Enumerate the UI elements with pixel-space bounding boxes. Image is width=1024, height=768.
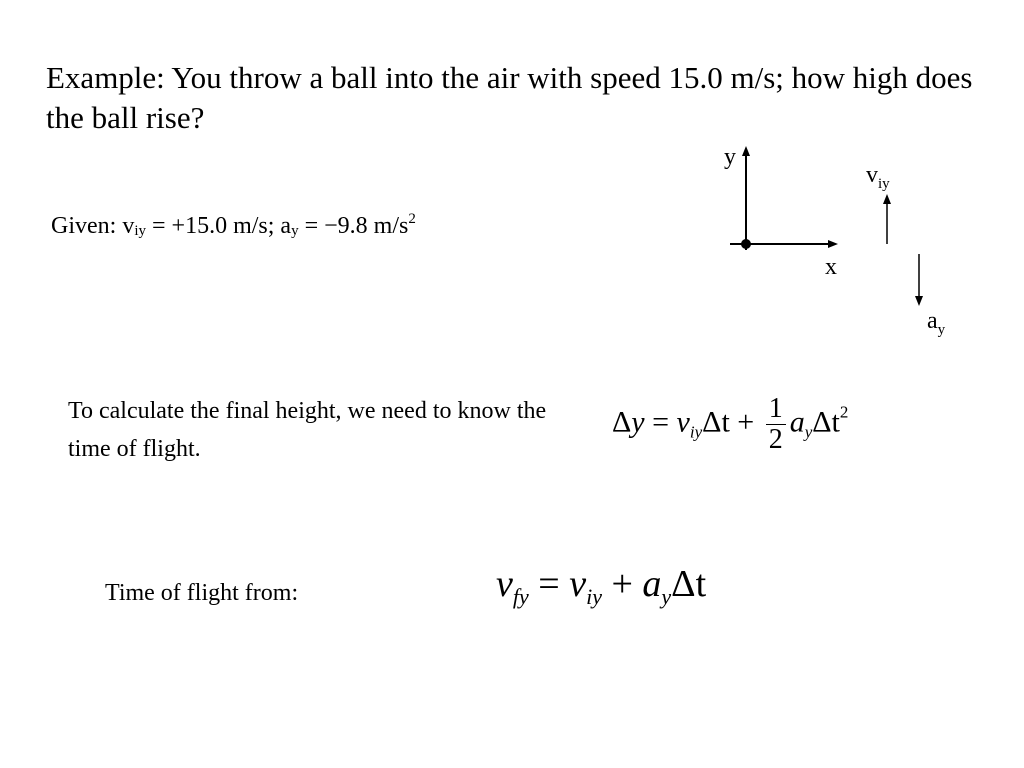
eq1-delta: Δ — [612, 405, 632, 439]
eq1-v: v — [676, 405, 690, 439]
acceleration-arrow — [910, 252, 928, 308]
axes-diagram — [720, 140, 860, 260]
velocity-label-subscript: iy — [878, 175, 890, 192]
explanation-text: To calculate the final height, we need to know the time of flight. — [68, 398, 547, 462]
eq1-a: a — [789, 405, 805, 439]
slide-title: Example: You throw a ball into the air with speed 15.0 m/s; how high does the ball rise? — [46, 60, 973, 135]
eq2-a: a — [642, 563, 662, 605]
ball-dot — [741, 239, 751, 249]
eq1-exponent: 2 — [839, 402, 849, 422]
y-axis-arrowhead — [742, 146, 750, 156]
eq2-a-subscript: y — [661, 584, 672, 609]
given-middle: = +15.0 m/s; a — [146, 213, 292, 239]
x-axis-label: x — [825, 254, 837, 280]
given-a-subscript: y — [291, 223, 299, 239]
eq1-equals: = — [644, 405, 677, 439]
eq1-v-subscript: iy — [689, 422, 703, 442]
eq1-plus: + — [729, 405, 762, 439]
eq2-delta-t: Δt — [671, 563, 707, 605]
eq1-delta-t2: Δt — [812, 405, 840, 439]
eq2-v2: v — [569, 563, 587, 605]
eq2-v-subscript: fy — [512, 584, 529, 609]
acceleration-label — [927, 308, 945, 343]
x-axis-arrowhead — [828, 240, 838, 248]
eq1-fraction — [766, 394, 786, 455]
eq1-y: y — [631, 405, 645, 439]
eq2-v2-subscript: iy — [586, 584, 602, 609]
acceleration-label-subscript: y — [937, 321, 946, 338]
velocity-arrow — [878, 192, 896, 246]
time-of-flight-label: Time of flight from: — [105, 580, 299, 606]
eq2-v: v — [496, 563, 513, 605]
eq2-plus: + — [601, 563, 643, 605]
velocity-label-v: v — [866, 162, 878, 188]
eq1-numerator: 1 — [766, 394, 786, 425]
given-exponent: 2 — [408, 211, 416, 227]
eq1-denominator: 2 — [768, 424, 783, 455]
given-prefix: Given: v — [51, 213, 135, 239]
eq2-equals: = — [528, 563, 570, 605]
given-vi-subscript: iy — [134, 223, 146, 239]
eq1-delta-t: Δt — [702, 405, 730, 439]
given-end: = −9.8 m/s — [298, 213, 409, 239]
velocity-equation — [496, 562, 706, 610]
y-axis-label: y — [724, 144, 736, 170]
eq1-a-subscript: y — [804, 422, 813, 442]
displacement-equation — [612, 394, 848, 455]
given-values — [51, 202, 416, 246]
acceleration-label-a: a — [927, 308, 938, 334]
